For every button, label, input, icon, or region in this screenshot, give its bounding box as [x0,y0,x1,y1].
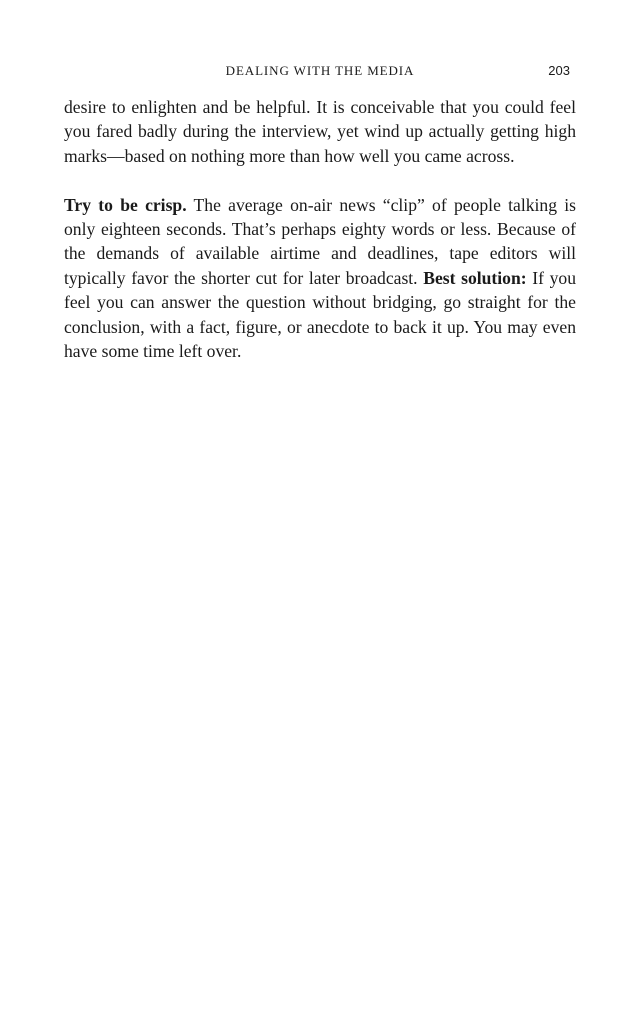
paragraph-text: desire to enlighten and be helpful. It is conceivable that you could feel you fared badly during the interview, yet wind up actually getting high marks—based on nothing more than how well you came across. [64,97,576,166]
paragraph-continuation [64,95,576,168]
paragraph-text-after: If you feel you can answer the question without bridging, go straight for the conclusion, with a fact, figure, or anecdote to back it up. You may even have some time left over. [64,267,577,362]
paragraph-crisp [64,193,576,364]
page-number: 203 [548,63,570,78]
inline-bold-label: Best solution: [423,267,527,288]
running-title: DEALING WITH THE MEDIA [225,63,415,78]
paragraph-lead-heading: Try to be crisp. [64,194,187,215]
running-head [64,62,576,80]
paragraph-text: The average on-air news “clip” of people talking is only eighteen seconds. That’s perhaps eighty words or less. Because of the demands of available airtime and deadlines, tape editors will typically favor the shorter cut for later broadcast. [64,194,576,288]
body-text [64,95,576,363]
